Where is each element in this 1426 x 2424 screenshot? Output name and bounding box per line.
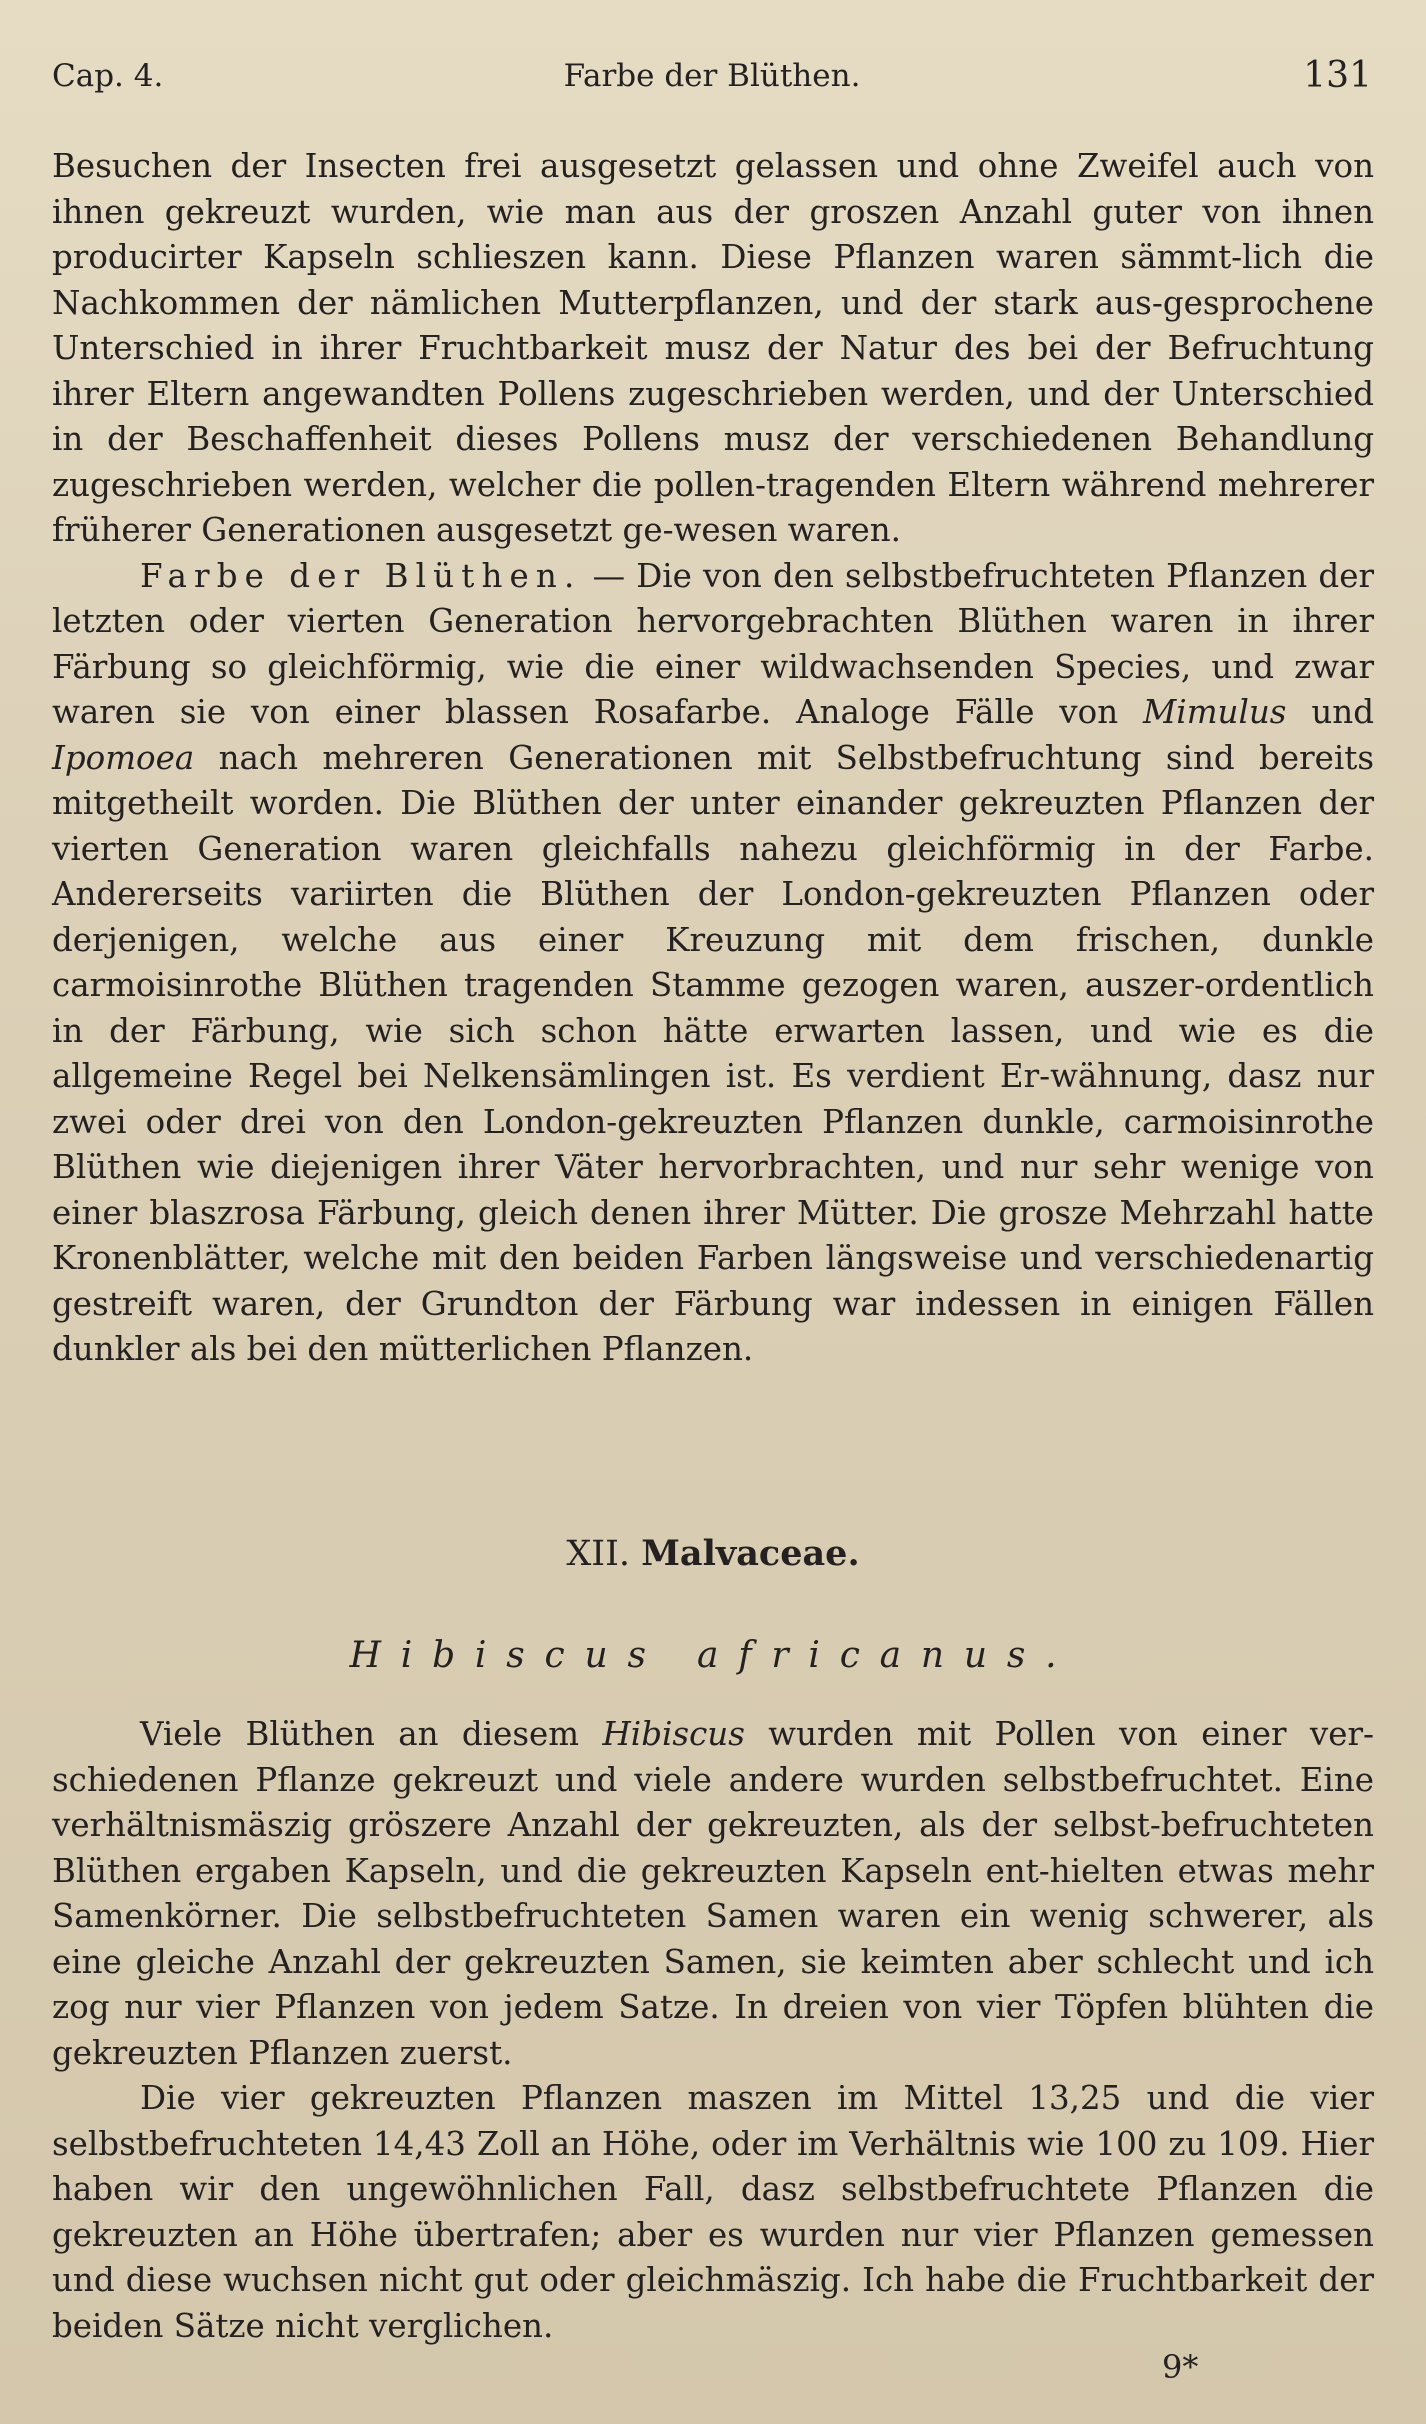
section-heading: [0, 1528, 1426, 1580]
farbe-text-2: und: [1286, 693, 1374, 731]
farbe-inline-heading: Farbe der Blüthen.: [140, 556, 582, 595]
hibiscus-genus: Hibiscus: [602, 1715, 745, 1753]
signature-mark: 9*: [1162, 2348, 1199, 2386]
hibiscus-text-2: wurden mit Pollen von einer ver-schiedenen Pflanze gekreuzt und viele andere wurden selbstbefruchtet. Eine verhältnismäszig gröszere Anzahl der gekreuzten, als der selbst-befruchteten Blüthen ergaben Kapseln, und die gekreuzten Kapseln ent-hielten etwas mehr Samenkörner. Die selbstbefruchteten Samen waren ein wenig schwerer, als eine gleiche Anzahl der gekreuzten Samen, sie keimten aber schlecht und ich zog nur vier Pflanzen von jedem Satze. In dreien von vier Töpfen blühten die gekreuzten Pflanzen zuerst.: [52, 1715, 1375, 2072]
page-number: 131: [1303, 55, 1372, 96]
measurement-paragraph: Die vier gekreuzten Pflanzen maszen im Mittel 13,25 und die vier selbstbefruchteten 14,43 Zoll an Höhe, oder im Verhältnis wie 100 zu 109. Hier haben wir den ungewöhnlichen Fall, dasz selbstbefruchtete Pflanzen die gekreuzten an Höhe übertrafen; aber es wurden nur vier Pflanzen gemessen und diese wuchsen nicht gut oder gleichmäszig. Ich habe die Fruchtbarkeit der beiden Sätze nicht verglichen.: [52, 2079, 1374, 2345]
section-title: Malvaceae.: [641, 1533, 860, 1574]
farbe-text-3: nach mehreren Generationen mit Selbstbefruchtung sind bereits mitgetheilt worden. Die Blüthen der unter einander gekreuzten Pflanzen der vierten Generation waren gleichfalls nahezu gleichförmig in der Farbe. Andererseits variirten die Blüthen der London-gekreuzten Pflanzen oder derjenigen, welche aus einer Kreuzung mit dem frischen, dunkle carmoisinrothe Blüthen tragenden Stamme gezogen waren, auszer-ordentlich in der Färbung, wie sich schon hätte erwarten lassen, und wie es die allgemeine Regel bei Nelkensämlingen ist. Es verdient Er-wähnung, dasz nur zwei oder drei von den London-gekreuzten Pflanzen dunkle, carmoisinrothe Blüthen wie diejenigen ihrer Väter hervorbrachten, und nur sehr wenige von einer blaszrosa Färbung, gleich denen ihrer Mütter. Die grosze Mehrzahl hatte Kronenblätter, welche mit den beiden Farben längsweise und verschiedenartig gestreift waren, der Grundton der Färbung war indessen in einigen Fällen dunkler als bei den mütterlichen Pflanzen.: [52, 738, 1374, 1368]
farbe-paragraph: [52, 554, 1374, 1373]
body-text-upper: [52, 144, 1374, 1373]
farbe-text-1: — Die von den selbstbefruchteten Pflanzen der letzten oder vierten Generation hervorgebrachten Blüthen waren in ihrer Färbung so gleichförmig, wie die einer wildwachsenden Species, und zwar waren sie von einer blassen Rosafarbe. Analoge Fälle von: [52, 556, 1374, 731]
running-head: [52, 50, 1372, 102]
chapter-label: Cap. 4.: [52, 58, 164, 94]
running-title: Farbe der Blüthen.: [563, 58, 861, 94]
ipomoea-genus: Ipomoea: [52, 738, 195, 777]
section-number: XII.: [566, 1534, 631, 1574]
body-text-lower: [52, 1712, 1374, 2349]
mimulus-genus: Mimulus: [1143, 693, 1287, 731]
continued-paragraph: Besuchen der Insecten frei ausgesetzt gelassen und ohne Zweifel auch von ihnen gekreuzt wurden, wie man aus der groszen Anzahl guter von ihnen producirter Kapseln schlieszen kann. Diese Pflanzen waren sämmt-lich die Nachkommen der nämlichen Mutterpflanzen, und der stark aus-gesprochene Unterschied in ihrer Fruchtbarkeit musz der Natur des bei der Befruchtung ihrer Eltern angewandten Pollens zugeschrieben werden, und der Unterschied in der Beschaffenheit dieses Pollens musz der verschiedenen Behandlung zugeschrieben werden, welcher die pollen-tragenden Eltern während mehrerer früherer Generationen ausgesetzt ge-wesen waren.: [52, 147, 1374, 549]
hibiscus-paragraph: [52, 1712, 1374, 2076]
species-heading: Hibiscus africanus.: [349, 1635, 1077, 1676]
hibiscus-text-1: Viele Blüthen an diesem: [140, 1715, 603, 1753]
